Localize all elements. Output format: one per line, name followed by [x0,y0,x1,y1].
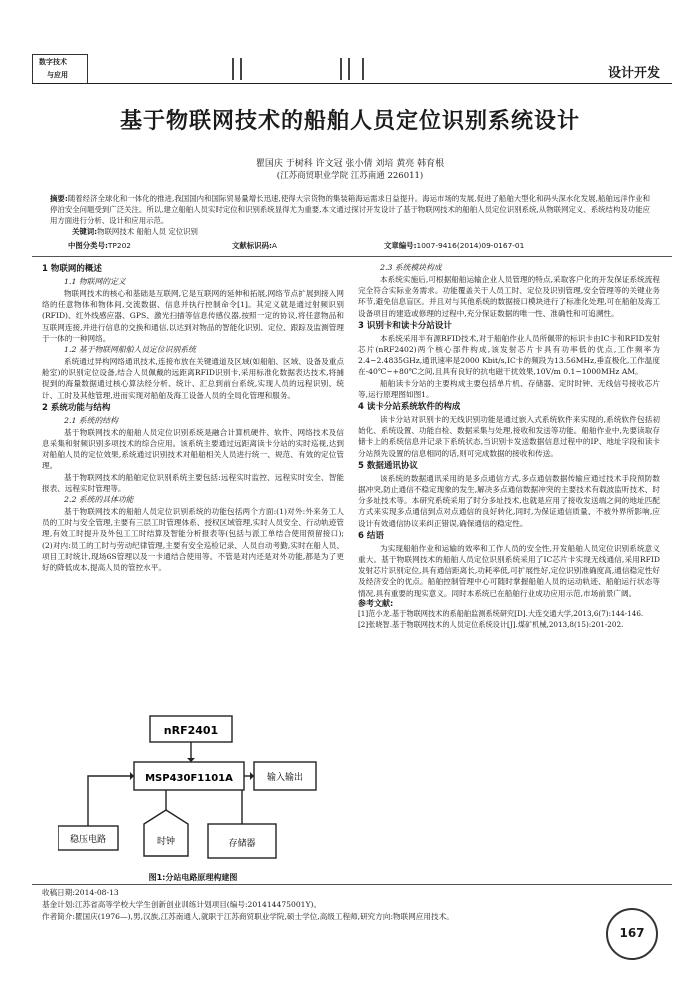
paragraph: 系统通过异构网络通讯技术,连接布放在关键通道及区域(如船舶、区域、设备及重点舱室)的识别定位设备,结合人员佩戴的远距离RFID识别卡,采用标准化数据表达技术,将捕捉到的海量数据通过核心算法经分析、统计、汇总到前台系统,实现人员的远程识别、统计、工时及其他管理,进而实现对船舶及海工设备人员的全局化管理和服务。 [42,357,344,400]
abstract-text: 随着经济全球化和一体化的推进,我国国内和国际贸易量增长迅速,使得大宗货物的集装箱海运需求日益提升。海运市场的发展,促进了船舶大型化和码头深水化发展,船舶远洋作业和停泊安全问题受到广泛关注。所以,建立船舶人员实时定位和识别系统显得尤为重要,本文通过探讨开发设计了基于物联网技术的船舶人员定位识别系统,从物联网定义、系统结构及功能应用方面进行分析、设计和应用示范。 [50,194,650,225]
section-6-heading: 6 结语 [358,530,384,541]
footnotes [42,887,662,923]
keywords-label: 关键词: [72,227,98,236]
section-2-3-heading: 2.3 系统模块构成 [380,263,442,272]
article-number [384,240,524,251]
paragraph: 基于物联网技术的船舶人员定位识别系统是融合计算机硬件、软件、网络技术及信息采集和射频识别多项技术的综合应用。该系统主要通过远距离读卡分站的实时巡视,达到对船舶人员的定位效果,系统通过识别技术对船舶相关人员进行统一、规范、有效的定位管理。 [42,427,344,471]
paragraph: 基于物联网技术的船舶定位识别系统主要包括:远程实时监控、远程实时安全、智能报表、远程实时管理等。 [42,472,344,493]
clock-shape [144,810,188,856]
doc-code-label: 文献标识码: [232,241,272,250]
article-number-value: 1007-9416(2014)09-0167-01 [416,241,525,250]
paragraph: 为实现船舶作业和运输的效率和工作人员的安全性,开发船舶人员定位识别系统意义重大。基于物联网技术的船舶人员定位识别系统采用了IC芯片卡实现无线通信,采用RFID发射芯片识别定位,具有通信距离长,功耗率低,可扩展性好,定位识别准确度高,通信稳定性好及经济安全的优点。船舶控制管理中心可随时掌握船舶人员的运动轨迹、船舶运行状态等情况,具有重要的现实意义。同时本系统已在船舶行业成功应用示范,市场前景广阔。 [358,543,660,598]
references-heading: 参考文献: [358,598,394,608]
page-number: 167 [619,926,645,940]
clock-label: 时钟 [156,837,176,847]
section-1-2-heading: 1.2 基于物联网船舶人员定位识别系统 [64,345,196,355]
page-number-badge [606,908,658,960]
paragraph: 本系统实施后,可根据船舶运输企业人员管理的特点,采取客户化的开发保证系统流程完全符合实际业务需求。功能覆盖关于人员工时、定位及识别管理,安全管理等的关键业务环节,避免信息盲区。并且对与其他系统的数据接口模块进行了标准化处理,可在船舶及海工设备项目的建造或修理的过程中,充分保证数据的唯一性、准确性和可追溯性。 [358,275,660,318]
left-column [42,262,344,573]
references [358,599,660,631]
header-rule [32,83,672,84]
doc-code-value: A [271,241,277,250]
section-2-1-heading: 2.1 系统的结构 [64,415,118,425]
article-title: 基于物联网技术的船舶人员定位识别系统设计 [119,109,580,134]
mcu-label: MSP430F1101A [145,773,233,784]
fund-note: 基金计划:江苏省高等学校大学生创新创业训练计划项目(编号:201414475001Y)。 [42,900,322,909]
journal-name-line1: 数字技术 [39,58,67,66]
abstract-rule [32,256,672,257]
io-label: 输入输出 [266,773,304,783]
section-1-heading: 1 物联网的概述 [42,264,102,274]
right-column [358,262,660,630]
article-number-label: 文章编号: [384,241,417,250]
doc-code [232,240,277,251]
storage-label: 存储器 [228,839,256,849]
clc-value: TP202 [107,241,131,250]
paragraph: 该系统的数据通讯采用的是多点通信方式,多点通信数据传输应通过技术手段预防数据冲突,防止通信不稳定现象的发生,解决多点通信数据冲突的主要技术有载波监听技术、时分多址技术等。本研究系统采用了时分多址技术,也就是应用了接收发送端之间的地址匹配方式来实现多点通信到点对点通信的良好转化,同时,为保证通信质量、不被外界所影响,应设计有效通信协议来纠正错误,确保通信的稳定性。 [358,473,660,528]
keywords-text: 物联网技术 船舶人员 定位识别 [97,227,198,236]
paragraph: 本系统采用半有源RFID技术,对于船舶作业人员所佩带的标识卡由IC卡和RFID发射芯片(nRF2402)两个核心部件构成,该发射芯片卡具有功率低的优点,工作频率为2.4~2.4835GHz,通讯速率是2000 Kbit/s,IC卡的频段为13.56MHz,垂直极化,工作温度在-40℃~+80℃之间,且具有良好的抗电磁干扰效果,10V/m 0.1~1000MHz AM。 [358,333,660,377]
section-2-heading: 2 系统功能与结构 [42,402,111,413]
section-label: 设计开发 [607,66,660,81]
journal-name-line2: 与应用 [47,71,68,79]
reference-item: [2]张晓智.基于物联网技术的人员定位系统设计[J].煤矿机械,2013,8(15):201-202. [358,619,624,629]
clc-label: 中图分类号: [68,241,108,250]
paragraph: 基于物联网技术的船舶人员定位识别系统的功能包括两个方面:(1)对外:外来务工人员的工时与安全管理,主要有三层工时管理体系、授权区域管理,实时人员安全、行动轨迹管理,有效工时提升及外包工工时结算及智能分析报表等(包括与派工单结合使用预留接口);(2)对内:员工的工时与劳动纪律管理,主要有安全巡检记录、人员自动考勤,实时在船人员、项目工时统计,现场6S管理以及一卡通结合使用等。不管是对内还是对外功能,都是为了更好的降低成本,提高人员的管控水平。 [42,507,344,573]
section-5-heading: 5 数据通讯协议 [358,460,418,471]
authors: 瞿国庆 于树科 许文冠 张小倩 刘培 黄亮 韩育根 [255,159,445,169]
paragraph: 船舶读卡分站的主要构成主要包括单片机、存储器、定时时钟、无线信号接收芯片等,运行原理图如图1。 [358,378,660,399]
paragraph: 读卡分站对识别卡的无线识别功能是通过嵌入式系统软件来实现的,系统软件包括初始化、系统设置、功能自检、数据采集与处理,接收和发送等功能。船舶作业中,先要读取存储卡上的系统信息并记录下系统状态,当识别卡发送数据信息过程中的IP、地址字段和读卡分站预先设置的信息相同的话,则可完成数据的接收和传送。 [358,415,660,458]
abstract-label: 摘要: [50,194,68,203]
journal-logo [32,54,88,84]
paragraph: 物联网技术的核心和基础是互联网,它是互联网的延伸和拓展,网络节点扩展到接入网络的任意物体和物体间,交流数据、信息并执行控制命令[1]。其定义就是通过射频识别(RFID)、红外线感应器、GPS、激光扫描等信息传感仪器,按照一定的协议,将任意物品和互联网连接,并进行信息的交换和通信,以达到对物品的智能化识别、定位、跟踪及监测管理于一体的一种网络。 [42,289,344,343]
footnote-rule [32,884,672,885]
figure-1-diagram [58,688,328,880]
power-label: 稳压电路 [69,835,107,845]
section-3-heading: 3 识别卡和读卡分站设计 [358,320,452,331]
keywords [72,226,198,237]
figure-caption: 图1:分站电路原理构建图 [148,873,238,882]
clc [68,240,131,251]
section-1-1-heading: 1.1 物联网的定义 [64,277,126,286]
nrf2401-label: nRF2401 [163,724,219,737]
reference-item: [1]范小龙.基于物联网技术的系船舶监测系统研究[D].大连交通大学,2013,6(7):144-146. [358,609,644,619]
section-2-2-heading: 2.2 系统的具体功能 [64,495,134,505]
abstract [50,193,650,226]
affiliation: (江苏商贸职业学院 江苏南通 226011) [276,171,424,181]
author-bio: 作者简介:瞿国庆(1976—),男,汉族,江苏南通人,就职于江苏商贸职业学院,硕士学位,高级工程师,研究方向:物联网应用技术。 [42,912,454,921]
received-date: 收稿日期:2014-08-13 [42,888,119,897]
section-4-heading: 4 读卡分站系统软件的构成 [358,402,461,413]
